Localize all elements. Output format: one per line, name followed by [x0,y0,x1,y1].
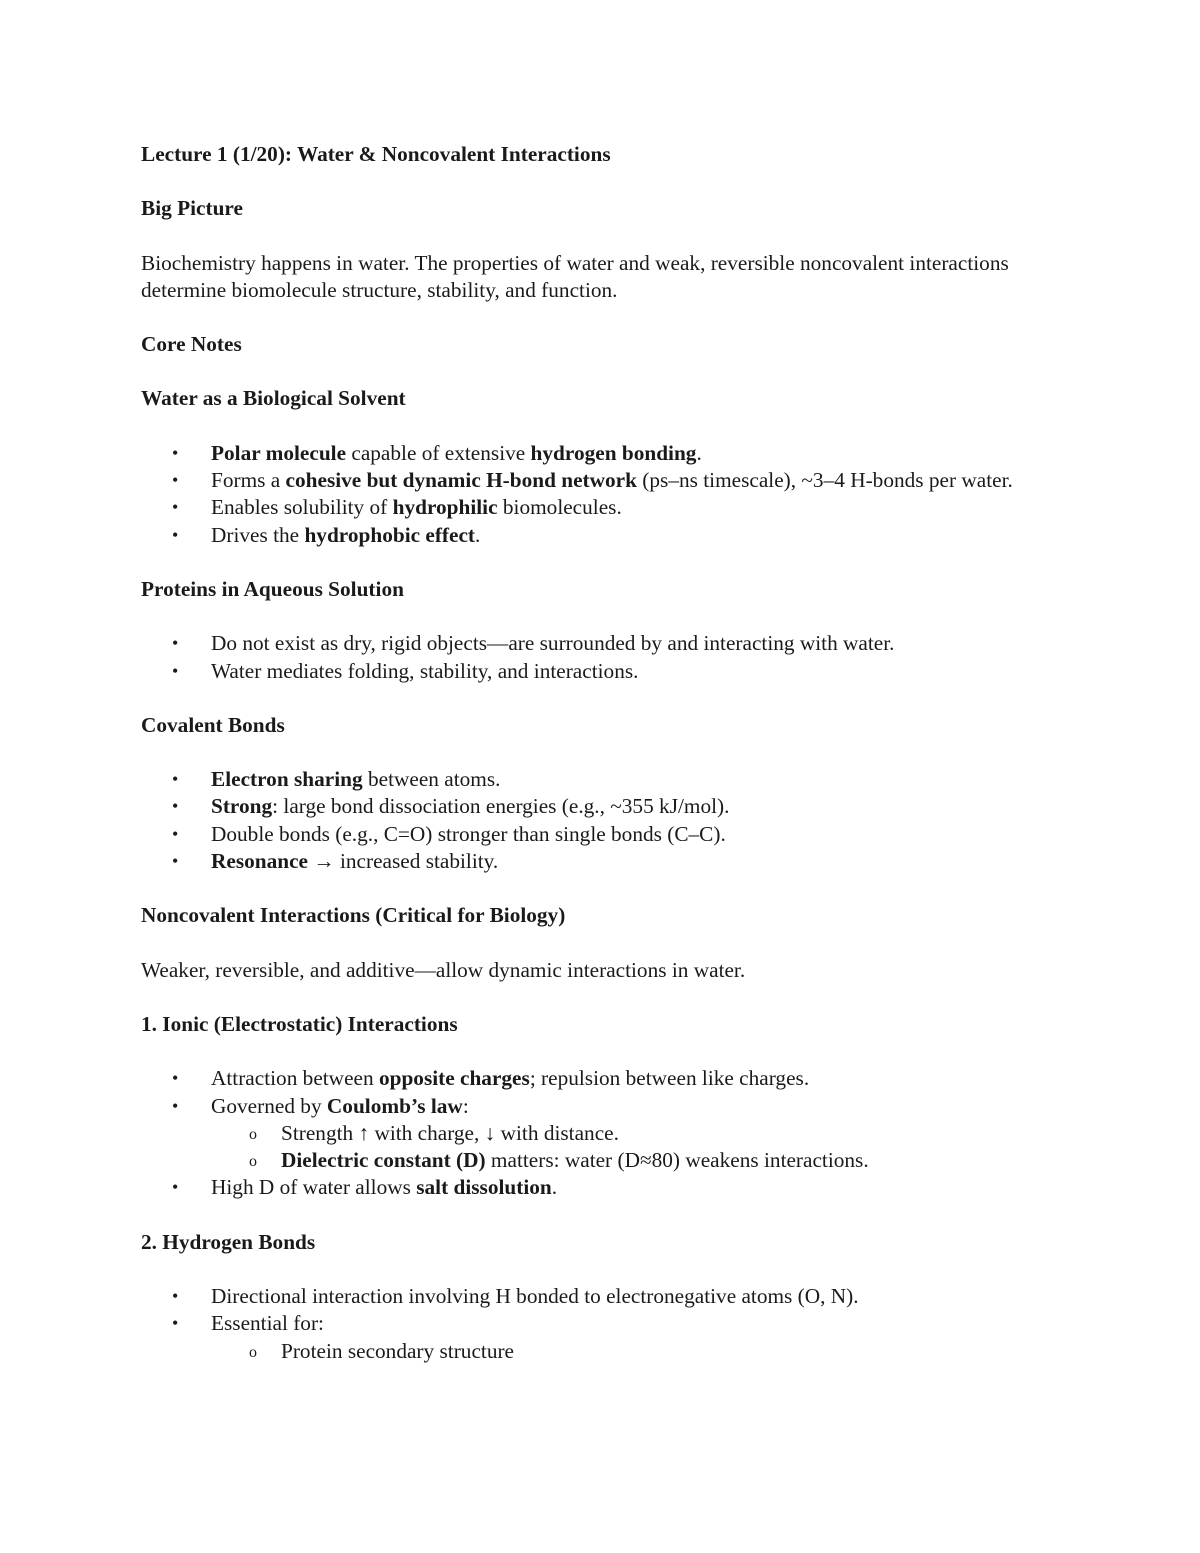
ionic-bullet-list [141,1065,1061,1201]
list-item: • Polar molecule capable of extensive hydrogen bonding. [141,440,1061,467]
bullet-icon: • [172,633,179,654]
heading-noncovalent: Noncovalent Interactions (Critical for Biology) [141,903,566,928]
essential-sub-list [211,1338,1061,1365]
heading-hydrogen-bonds: 2. Hydrogen Bonds [141,1229,316,1254]
bullet-icon: • [172,1068,179,1089]
list-item: • Enables solubility of hydrophilic biomolecules. [141,494,1061,521]
sub-bullet-icon: o [249,1125,257,1143]
heading-covalent-bonds: Covalent Bonds [141,712,285,737]
list-item: • Forms a cohesive but dynamic H-bond network (ps–ns timescale), ~3–4 H-bonds per water. [141,467,1061,494]
bullet-icon: • [172,823,179,844]
list-item: • Resonance → increased stability. [141,848,1061,875]
heading-ionic-interactions: 1. Ionic (Electrostatic) Interactions [141,1011,458,1036]
hbonds-bullet-list [141,1283,1061,1365]
list-item: • Essential for: o Protein secondary structure [141,1310,1061,1365]
bullet-icon: • [172,497,179,518]
bullet-icon: • [172,1286,179,1307]
bullet-icon: • [172,524,179,545]
sub-bullet-icon: o [249,1343,257,1361]
list-item: • Attraction between opposite charges; repulsion between like charges. [141,1065,1061,1092]
water-bullet-list [141,440,1061,549]
bullet-icon: • [172,1095,179,1116]
bullet-icon: • [172,851,179,872]
sub-list-item: o Protein secondary structure [211,1338,1061,1365]
list-item: • Drives the hydrophobic effect. [141,522,1061,549]
document-body [141,141,1061,1365]
list-item: • High D of water allows salt dissolution. [141,1174,1061,1201]
sub-list-item: o Strength ↑ with charge, ↓ with distance. [211,1120,1061,1147]
bullet-icon: • [172,470,179,491]
heading-proteins-aqueous: Proteins in Aqueous Solution [141,576,404,601]
bullet-icon: • [172,442,179,463]
heading-core-notes: Core Notes [141,332,242,357]
list-item: • Double bonds (e.g., C=O) stronger than single bonds (C–C). [141,821,1061,848]
list-item: • Electron sharing between atoms. [141,766,1061,793]
covalent-bullet-list [141,766,1061,875]
list-item: • Strong: large bond dissociation energies (e.g., ~355 kJ/mol). [141,793,1061,820]
bullet-icon: • [172,660,179,681]
sub-bullet-icon: o [249,1153,257,1171]
bullet-icon: • [172,769,179,790]
list-item: • Governed by Coulomb’s law: o Strength ↑ with charge, ↓ with distance. o Dielectric constant (D) matters: water (D≈80) weakens interactions. [141,1093,1061,1175]
sub-list-item: o Dielectric constant (D) matters: water (D≈80) weakens interactions. [211,1147,1061,1174]
big-picture-text: Biochemistry happens in water. The properties of water and weak, reversible noncovalent interactions determine biomolecule structure, stability, and function. [141,250,1009,302]
list-item: • Directional interaction involving H bonded to electronegative atoms (O, N). [141,1283,1061,1310]
list-item: • Water mediates folding, stability, and interactions. [141,658,1061,685]
bullet-icon: • [172,1313,179,1334]
heading-water-solvent: Water as a Biological Solvent [141,386,406,411]
noncovalent-text: Weaker, reversible, and additive—allow dynamic interactions in water. [141,957,746,982]
bullet-icon: • [172,1177,179,1198]
bullet-icon: • [172,796,179,817]
proteins-bullet-list [141,630,1061,685]
document-title: Lecture 1 (1/20): Water & Noncovalent Interactions [141,142,611,166]
heading-big-picture: Big Picture [141,196,243,221]
coulomb-sub-list [211,1120,1061,1175]
list-item: • Do not exist as dry, rigid objects—are surrounded by and interacting with water. [141,630,1061,657]
